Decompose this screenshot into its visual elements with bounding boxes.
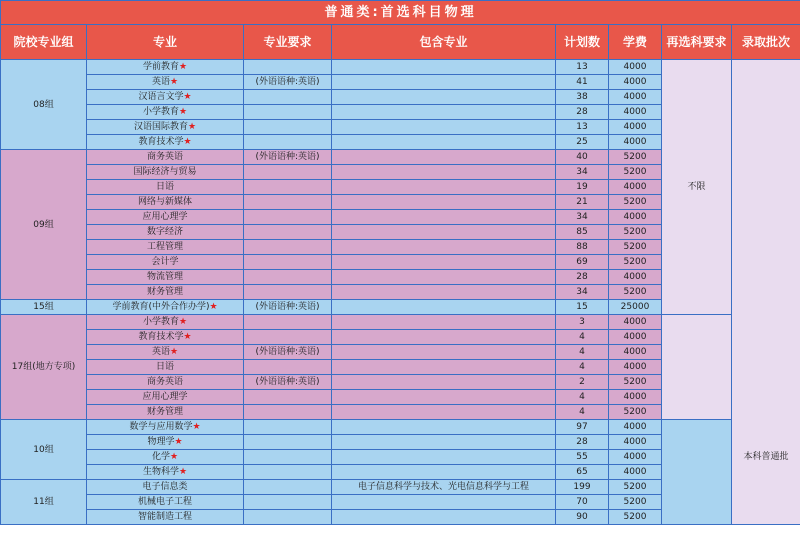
tuition-cell: 4000 [609, 60, 662, 75]
major-cell [87, 90, 244, 105]
major-name: 小学教育 [142, 317, 179, 327]
plan-count-cell: 15 [556, 300, 609, 315]
major-cell [87, 420, 244, 435]
plan-count-cell: 199 [556, 480, 609, 495]
major-name: 财务管理 [146, 407, 183, 417]
plan-count-cell: 25 [556, 135, 609, 150]
includes-cell [332, 270, 556, 285]
requirement-cell [244, 120, 332, 135]
plan-count-cell: 4 [556, 360, 609, 375]
column-header: 院校专业组 [1, 25, 87, 60]
major-name: 物理学 [147, 437, 175, 447]
requirement-cell [244, 465, 332, 480]
requirement-cell [244, 240, 332, 255]
includes-cell [332, 450, 556, 465]
tuition-cell: 4000 [609, 105, 662, 120]
includes-cell [332, 60, 556, 75]
major-name: 机械电子工程 [137, 497, 192, 507]
major-cell [87, 255, 244, 270]
requirement-cell [244, 60, 332, 75]
requirement-cell [244, 90, 332, 105]
major-name: 数字经济 [146, 227, 183, 237]
tuition-cell: 4000 [609, 210, 662, 225]
requirement-cell [244, 360, 332, 375]
star-icon: ★ [178, 107, 188, 117]
includes-cell [332, 405, 556, 420]
requirement-cell: (外语语种:英语) [244, 300, 332, 315]
plan-count-cell: 28 [556, 435, 609, 450]
star-icon: ★ [183, 92, 192, 102]
tuition-cell: 5200 [609, 285, 662, 300]
includes-cell [332, 165, 556, 180]
plan-count-cell: 3 [556, 315, 609, 330]
includes-cell [332, 465, 556, 480]
major-name: 小学教育 [142, 107, 179, 117]
star-icon: ★ [183, 137, 192, 147]
column-header: 专业 [87, 25, 244, 60]
plan-count-cell: 41 [556, 75, 609, 90]
major-name: 教育技术学 [138, 332, 184, 342]
star-icon: ★ [169, 77, 179, 87]
tuition-cell: 5200 [609, 150, 662, 165]
star-icon: ★ [169, 347, 179, 357]
major-name: 工程管理 [146, 242, 183, 252]
major-name: 生物科学 [142, 467, 179, 477]
tuition-cell: 25000 [609, 300, 662, 315]
column-header: 包含专业 [332, 25, 556, 60]
tuition-cell: 4000 [609, 315, 662, 330]
tuition-cell: 4000 [609, 330, 662, 345]
includes-cell [332, 330, 556, 345]
star-icon: ★ [183, 332, 192, 342]
group-cell: 10组 [1, 420, 87, 480]
requirement-cell: (外语语种:英语) [244, 345, 332, 360]
major-name: 智能制造工程 [137, 512, 192, 522]
major-name: 化学 [151, 452, 170, 462]
tuition-cell: 5200 [609, 495, 662, 510]
major-name: 日语 [155, 362, 174, 372]
table-row [1, 315, 800, 330]
major-name: 英语 [151, 77, 170, 87]
major-cell [87, 120, 244, 135]
major-cell [87, 60, 244, 75]
requirement-cell [244, 210, 332, 225]
major-cell [87, 330, 244, 345]
requirement-cell [244, 180, 332, 195]
requirement-cell [244, 480, 332, 495]
plan-count-cell: 28 [556, 270, 609, 285]
plan-count-cell: 40 [556, 150, 609, 165]
major-name: 商务英语 [146, 377, 183, 387]
includes-cell [332, 210, 556, 225]
tuition-cell: 4000 [609, 90, 662, 105]
table-row [1, 60, 800, 75]
plan-count-cell: 69 [556, 255, 609, 270]
tuition-cell: 4000 [609, 450, 662, 465]
tuition-cell: 5200 [609, 255, 662, 270]
includes-cell [332, 90, 556, 105]
major-cell [87, 450, 244, 465]
requirement-cell: (外语语种:英语) [244, 75, 332, 90]
major-cell [87, 510, 244, 525]
reselect-cell [662, 420, 732, 525]
plan-count-cell: 21 [556, 195, 609, 210]
major-cell [87, 375, 244, 390]
includes-cell [332, 120, 556, 135]
major-cell [87, 435, 244, 450]
star-icon: ★ [187, 122, 197, 132]
major-cell [87, 285, 244, 300]
requirement-cell [244, 435, 332, 450]
column-header: 专业要求 [244, 25, 332, 60]
major-name: 财务管理 [146, 287, 183, 297]
requirement-cell: (外语语种:英语) [244, 150, 332, 165]
major-name: 数学与应用数学 [129, 422, 193, 432]
major-name: 物流管理 [146, 272, 183, 282]
includes-cell [332, 300, 556, 315]
plan-count-cell: 38 [556, 90, 609, 105]
major-cell [87, 300, 244, 315]
includes-cell [332, 150, 556, 165]
star-icon: ★ [178, 467, 188, 477]
requirement-cell [244, 510, 332, 525]
requirement-cell [244, 195, 332, 210]
tuition-cell: 5200 [609, 195, 662, 210]
major-cell [87, 495, 244, 510]
tuition-cell: 5200 [609, 510, 662, 525]
major-name: 应用心理学 [142, 212, 188, 222]
major-cell [87, 210, 244, 225]
plan-count-cell: 34 [556, 165, 609, 180]
tuition-cell: 4000 [609, 75, 662, 90]
tuition-cell: 5200 [609, 165, 662, 180]
tuition-cell: 4000 [609, 270, 662, 285]
major-cell [87, 195, 244, 210]
tuition-cell: 5200 [609, 480, 662, 495]
requirement-cell [244, 225, 332, 240]
group-cell: 09组 [1, 150, 87, 300]
plan-count-cell: 4 [556, 390, 609, 405]
includes-cell [332, 345, 556, 360]
major-name: 商务英语 [146, 152, 183, 162]
star-icon: ★ [174, 437, 183, 447]
requirement-cell [244, 270, 332, 285]
plan-count-cell: 88 [556, 240, 609, 255]
requirement-cell [244, 420, 332, 435]
major-name: 汉语国际教育 [133, 122, 188, 132]
includes-cell [332, 105, 556, 120]
major-name: 网络与新媒体 [137, 197, 192, 207]
requirement-cell [244, 165, 332, 180]
includes-cell [332, 195, 556, 210]
major-cell [87, 150, 244, 165]
major-cell [87, 480, 244, 495]
requirement-cell [244, 330, 332, 345]
tuition-cell: 4000 [609, 180, 662, 195]
includes-cell [332, 285, 556, 300]
major-name: 学前教育(中外合作办学) [112, 302, 210, 312]
major-cell [87, 135, 244, 150]
requirement-cell [244, 495, 332, 510]
includes-cell [332, 135, 556, 150]
major-cell [87, 180, 244, 195]
major-name: 日语 [155, 182, 174, 192]
star-icon: ★ [178, 62, 188, 72]
major-name: 应用心理学 [142, 392, 188, 402]
major-name: 教育技术学 [138, 137, 184, 147]
batch-cell: 本科普通批 [732, 60, 800, 525]
requirement-cell [244, 405, 332, 420]
plan-count-cell: 2 [556, 375, 609, 390]
tuition-cell: 4000 [609, 120, 662, 135]
tuition-cell: 4000 [609, 390, 662, 405]
major-name: 学前教育 [142, 62, 179, 72]
plan-count-cell: 85 [556, 225, 609, 240]
includes-cell [332, 420, 556, 435]
includes-cell [332, 495, 556, 510]
star-icon: ★ [192, 422, 201, 432]
plan-count-cell: 28 [556, 105, 609, 120]
group-cell: 15组 [1, 300, 87, 315]
group-cell: 17组(地方专项) [1, 315, 87, 420]
reselect-cell [662, 315, 732, 420]
group-cell: 11组 [1, 480, 87, 525]
major-cell [87, 270, 244, 285]
plan-count-cell: 90 [556, 510, 609, 525]
plan-count-cell: 4 [556, 345, 609, 360]
includes-cell [332, 225, 556, 240]
major-cell [87, 360, 244, 375]
includes-cell: 电子信息科学与技术、光电信息科学与工程 [332, 480, 556, 495]
includes-cell [332, 390, 556, 405]
plan-count-cell: 13 [556, 120, 609, 135]
major-cell [87, 240, 244, 255]
tuition-cell: 5200 [609, 240, 662, 255]
includes-cell [332, 180, 556, 195]
major-name: 汉语言文学 [138, 92, 184, 102]
table-row [1, 420, 800, 435]
group-cell: 08组 [1, 60, 87, 150]
major-cell [87, 165, 244, 180]
includes-cell [332, 255, 556, 270]
requirement-cell [244, 255, 332, 270]
requirement-cell [244, 450, 332, 465]
column-header: 再选科要求 [662, 25, 732, 60]
requirement-cell [244, 135, 332, 150]
plan-count-cell: 4 [556, 405, 609, 420]
requirement-cell [244, 285, 332, 300]
major-name: 英语 [151, 347, 170, 357]
major-name: 会计学 [151, 257, 179, 267]
column-header: 计划数 [556, 25, 609, 60]
major-cell [87, 105, 244, 120]
star-icon: ★ [169, 452, 179, 462]
requirement-cell [244, 390, 332, 405]
plan-count-cell: 4 [556, 330, 609, 345]
major-cell [87, 345, 244, 360]
plan-count-cell: 55 [556, 450, 609, 465]
column-header: 学费 [609, 25, 662, 60]
includes-cell [332, 75, 556, 90]
plan-count-cell: 34 [556, 285, 609, 300]
includes-cell [332, 510, 556, 525]
major-cell [87, 390, 244, 405]
major-cell [87, 405, 244, 420]
major-cell [87, 465, 244, 480]
plan-count-cell: 19 [556, 180, 609, 195]
tuition-cell: 4000 [609, 435, 662, 450]
includes-cell [332, 315, 556, 330]
plan-count-cell: 97 [556, 420, 609, 435]
major-cell [87, 225, 244, 240]
plan-count-cell: 13 [556, 60, 609, 75]
plan-count-cell: 34 [556, 210, 609, 225]
star-icon: ★ [178, 317, 188, 327]
includes-cell [332, 360, 556, 375]
star-icon: ★ [209, 302, 218, 312]
requirement-cell [244, 315, 332, 330]
table-title: 普通类:首选科目物理 [1, 1, 800, 25]
major-name: 国际经济与贸易 [133, 167, 197, 177]
tuition-cell: 4000 [609, 360, 662, 375]
column-header: 录取批次 [732, 25, 800, 60]
includes-cell [332, 240, 556, 255]
plan-count-cell: 65 [556, 465, 609, 480]
tuition-cell: 4000 [609, 135, 662, 150]
requirement-cell [244, 105, 332, 120]
requirement-cell: (外语语种:英语) [244, 375, 332, 390]
major-cell [87, 315, 244, 330]
tuition-cell: 5200 [609, 405, 662, 420]
tuition-cell: 5200 [609, 225, 662, 240]
reselect-cell: 不限 [662, 60, 732, 315]
major-cell [87, 75, 244, 90]
tuition-cell: 5200 [609, 375, 662, 390]
tuition-cell: 4000 [609, 420, 662, 435]
includes-cell [332, 435, 556, 450]
includes-cell [332, 375, 556, 390]
major-name: 电子信息类 [142, 482, 188, 492]
tuition-cell: 4000 [609, 465, 662, 480]
tuition-cell: 4000 [609, 345, 662, 360]
plan-count-cell: 70 [556, 495, 609, 510]
